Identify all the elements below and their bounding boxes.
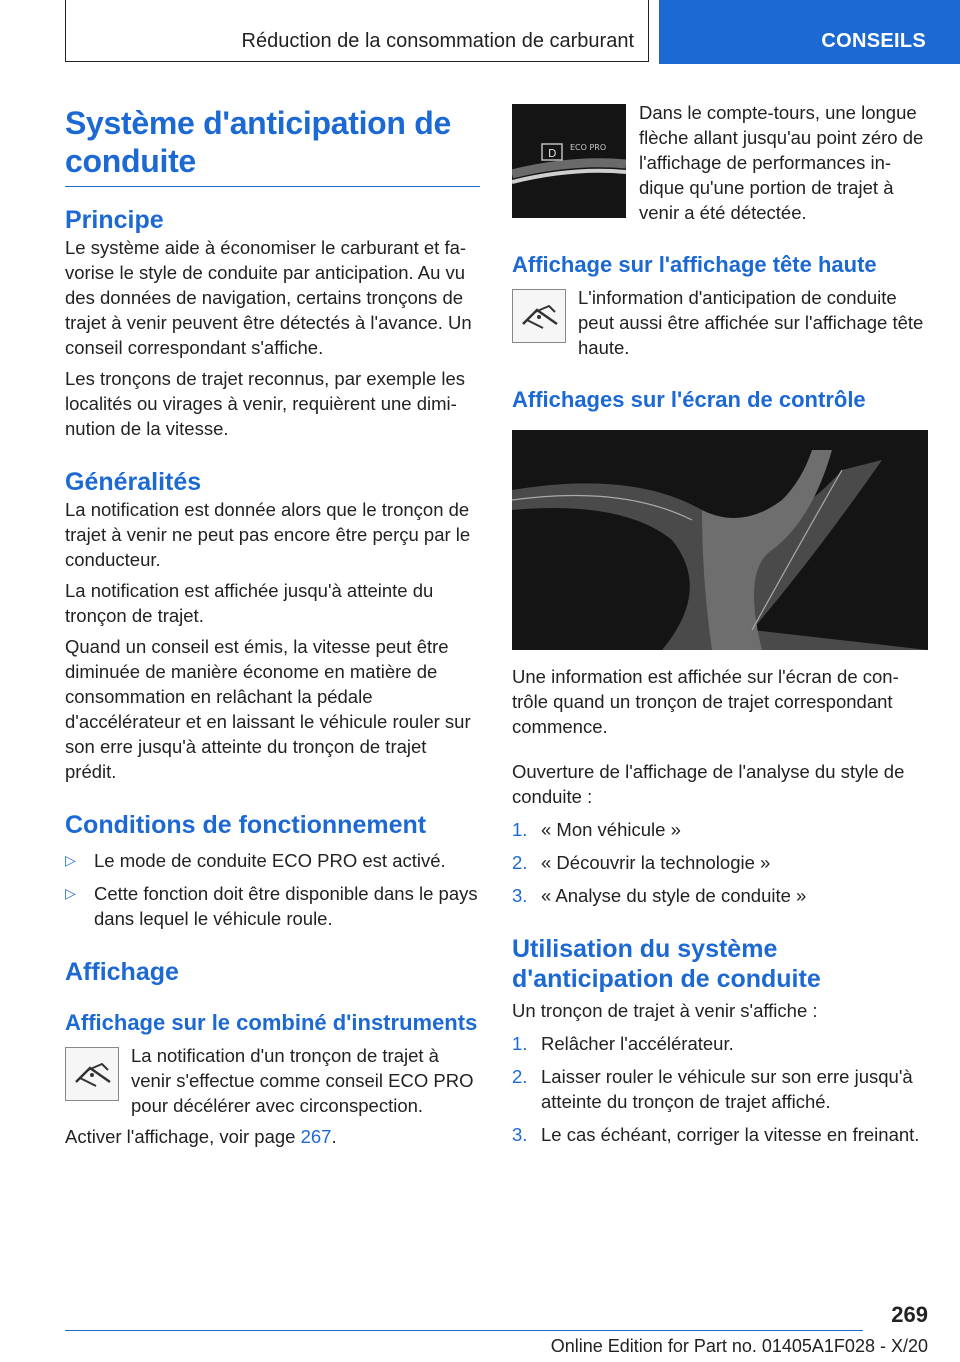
page-link[interactable]: 267 <box>300 1126 332 1147</box>
section-tab <box>659 0 960 64</box>
footer-divider <box>65 1330 863 1331</box>
list-item: 2. Laisser rouler le véhicule sur son erre jusqu'à atteinte du tronçon de trajet affiché. <box>512 1066 913 1112</box>
paragraph: La notification est donnée alors que le tronçon de trajet à venir ne peut pas encore être perçu par le conducteur. <box>65 499 471 570</box>
right-column <box>512 104 928 1147</box>
heading-principe: Principe <box>65 206 164 234</box>
paragraph: Une information est affichée sur l'écran de con-trôle quand un tronçon de trajet correspondant commence. <box>512 666 899 737</box>
page-number: 269 <box>891 1302 928 1327</box>
page-title: Système d'anticipation de conduite <box>65 104 480 187</box>
list-item: ▷ Le mode de conduite ECO PRO est activé. <box>65 850 446 871</box>
chapter-box <box>65 0 649 62</box>
road-warning-icon <box>512 289 566 343</box>
heading-conditions: Conditions de fonctionnement <box>65 811 427 839</box>
triangle-bullet-icon: ▷ <box>65 852 76 868</box>
section-conditions <box>65 810 480 931</box>
list-item: 1. « Mon véhicule » <box>512 819 681 840</box>
paragraph: La notification d'un tronçon de trajet à venir s'effectue comme conseil ECO PRO pour décélérer avec circonspection. <box>131 1045 474 1116</box>
heading-control-display: Affichages sur l'écran de contrôle <box>512 387 866 412</box>
list-item: 3. « Analyse du style de conduite » <box>512 885 807 906</box>
heading-generalites: Généralités <box>65 468 202 496</box>
note-row <box>512 285 928 360</box>
gear-indicator: D <box>548 147 557 160</box>
page-footer <box>65 1302 928 1360</box>
paragraph: Le système aide à économiser le carburant et fa-vorise le style de conduite par anticipation. Au vu des données de navigation, certains tronçons de trajet à venir peuvent être détectés à l'avance. Un conseil correspondant s'affiche. <box>65 237 472 358</box>
section-tab-label: CONSEILS <box>821 30 926 52</box>
list-item: 3. Le cas échéant, corriger la vitesse en freinant. <box>512 1124 920 1145</box>
eco-pro-gauge-image <box>512 104 626 218</box>
section-usage <box>512 934 928 1147</box>
section-principe <box>65 205 480 441</box>
paragraph: La notification est affichée jusqu'à atteinte du tronçon de trajet. <box>65 580 434 626</box>
paragraph: Un tronçon de trajet à venir s'affiche : <box>512 1000 818 1021</box>
list-item: 1. Relâcher l'accélérateur. <box>512 1033 734 1054</box>
gauge-row <box>512 104 928 225</box>
section-generalites <box>65 467 480 784</box>
paragraph: Ouverture de l'affichage de l'analyse du style de conduite : <box>512 761 905 807</box>
heading-affichage: Affichage <box>65 958 179 986</box>
left-column <box>65 104 480 1149</box>
chapter-title: Réduction de la consommation de carburant <box>241 30 634 52</box>
list-item: ▷ Cette fonction doit être disponible dans le pays dans lequel le véhicule roule. <box>65 883 478 929</box>
subheading-combine: Affichage sur le combiné d'instruments <box>65 1010 478 1035</box>
heading-hud: Affichage sur l'affichage tête haute <box>512 252 877 277</box>
heading-usage: Utilisation du système d'anticipation de conduite <box>512 935 821 993</box>
triangle-bullet-icon: ▷ <box>65 885 76 901</box>
section-control-display <box>512 386 928 908</box>
paragraph: L'information d'anticipation de conduite peut aussi être affichée sur l'affichage tête haute. <box>578 287 924 358</box>
list-item: 2. « Découvrir la technologie » <box>512 852 771 873</box>
edition-text: Online Edition for Part no. 01405A1F028 - X/20 <box>550 1336 928 1356</box>
paragraph: Dans le compte-tours, une longue flèche allant jusqu'au point zéro de l'affichage de performances in-dique qu'une portion de trajet à venir a été détectée. <box>639 102 924 223</box>
paragraph: Quand un conseil est émis, la vitesse peut être diminuée de manière économe en matière de consommation en relâchant la pédale d'accélérateur et en laissant le véhicule rouler sur son erre jusqu'à atteinte du tronçon de trajet prédit. <box>65 636 471 782</box>
road-warning-icon <box>65 1047 119 1101</box>
paragraph: Les tronçons de trajet reconnus, par exemple les localités ou virages à venir, requièrent une dimi-nution de la vitesse. <box>65 368 466 439</box>
section-hud <box>512 251 928 360</box>
section-affichage <box>65 957 480 1149</box>
paragraph-page-ref: Activer l'affichage, voir page 267. <box>65 1126 337 1147</box>
road-display-image <box>512 430 928 650</box>
eco-pro-label: ECO PRO <box>570 143 607 152</box>
page-header <box>0 0 960 64</box>
note-row <box>65 1043 480 1118</box>
